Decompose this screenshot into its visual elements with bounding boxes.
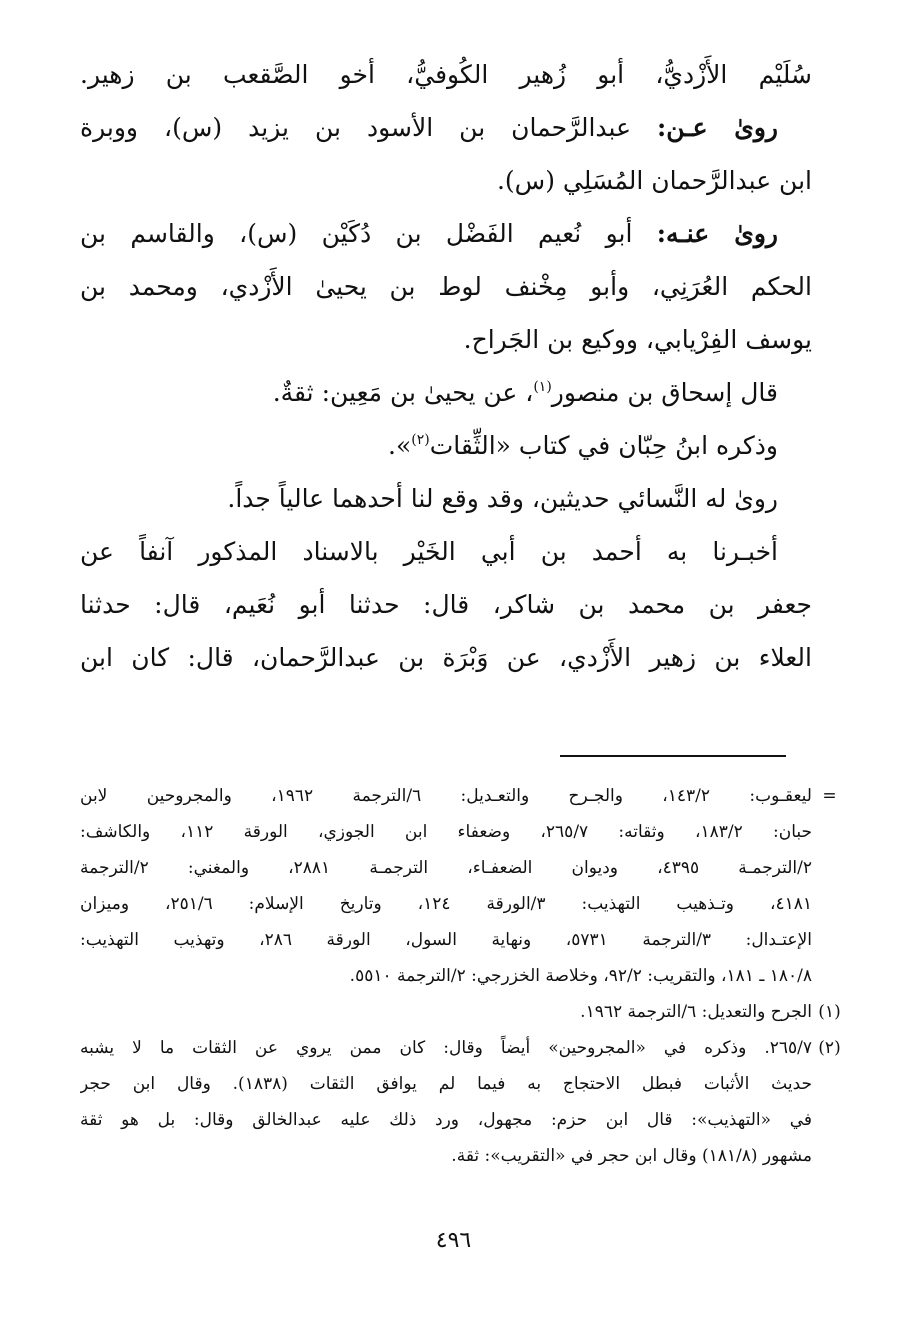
footnote-cont-line-1: ليعقـوب: ١٤٣/٢، والجـرح والتعـديل: ٦/الترجمة ١٩٦٢، والمجروحين لابن — [80, 786, 812, 806]
main-text — [80, 48, 812, 684]
footnotes — [80, 778, 841, 1174]
text-line-9: رویٰ له النَّسائي حديثين، وقد وقع لنا أحدهما عالياً جداً. — [227, 484, 778, 513]
footnote-continuation — [80, 778, 837, 994]
text-line-4-rest: أبو نُعيم الفَضْل بن دُكَيْن (س)، والقاسم بن — [80, 219, 657, 248]
text-line-7-a: قال إسحاق بن منصور — [551, 378, 778, 407]
text-line-5: الحكم العُرَنِي، وأبو مِخْنف لوط بن يحيىٰ الأَزْدي، ومحمد بن — [80, 272, 812, 301]
footnote-cont-line-3: ٢/الترجمـة ٤٣٩٥، وديوان الضعفـاء، الترجمـة ٢٨٨١، والمغني: ٢/الترجمة — [80, 858, 812, 878]
text-line-6: يوسف الفِرْيابي، ووكيع بن الجَراح. — [463, 325, 812, 354]
riwa-anhu-label: رویٰ عنـه: — [656, 219, 778, 248]
footnote-1-marker: (١) — [818, 1002, 841, 1022]
footnote-2-line-4: مشهور (١٨١/٨) وقال ابن حجر في «التقريب»: ثقة. — [451, 1146, 812, 1166]
text-line-8-b: ». — [388, 431, 412, 460]
text-line-1: سُلَيْم الأَزْديُّ، أبو زُهير الكُوفيُّ، أخو الصَّقعب بن زهير. — [80, 60, 812, 89]
footnote-ref-2[interactable]: (٢) — [411, 432, 430, 448]
footnote-2-marker: (٢) — [818, 1038, 841, 1058]
footnote-2-line-3: في «التهذيب»: قال ابن حزم: مجهول، ورد ذلك عليه عبدالخالق وقال: بل هو ثقة — [80, 1110, 812, 1130]
footnote-cont-line-2: حبان: ١٨٣/٢، وثقاته: ٢٦٥/٧، وضعفاء ابن الجوزي، الورقة ١١٢، والكاشف: — [80, 822, 812, 842]
text-line-10: أخبـرنا به أحمد بن أبي الخَيْر بالاسناد المذكور آنفاً عن — [80, 537, 778, 566]
footnote-1-text: الجرح والتعديل: ٦/الترجمة ١٩٦٢. — [580, 1002, 812, 1022]
footnote-2-line-1: ٢٦٥/٧. وذكره في «المجروحين» أيضاً وقال: كان ممن يروي عن الثقات ما لا يشبه — [80, 1038, 812, 1058]
footnote-cont-line-4: ٤١٨١، وتـذهيب التهذيب: ٣/الورقة ١٢٤، وتاريخ الإسلام: ٢٥١/٦، وميزان — [80, 894, 812, 914]
text-line-3: ابن عبدالرَّحمان المُسَلِي (س). — [496, 166, 812, 195]
text-line-4 — [80, 207, 812, 260]
footnote-cont-line-6: ١٨٠/٨ ـ ١٨١، والتقريب: ٩٢/٢، وخلاصة الخزرجي: ٢/الترجمة ٥٥١٠. — [349, 966, 812, 986]
text-line-12: العلاء بن زهير الأَزْدي، عن وَبْرَة بن عبدالرَّحمان، قال: كان ابن — [80, 643, 812, 672]
text-line-7-b: ، عن يحيىٰ بن مَعِين: ثقةٌ. — [272, 378, 534, 407]
footnote-separator — [560, 755, 786, 757]
footnote-ref-1[interactable]: (١) — [533, 379, 552, 395]
text-line-8 — [80, 419, 812, 472]
text-line-8-a: وذكره ابنُ حِبّان في كتاب «الثِّقات — [429, 431, 778, 460]
footnote-2-line-2: حديث الأثبات فبطل الاحتجاج به فيما لم يوافق الثقات (١٨٣٨). وقال ابن حجر — [80, 1074, 812, 1094]
footnote-cont-line-5: الإعتـدال: ٣/الترجمة ٥٧٣١، ونهاية السول، الورقة ٢٨٦، وتهذيب التهذيب: — [80, 930, 812, 950]
riwa-an-label: رویٰ عـن: — [657, 113, 778, 142]
text-line-2 — [80, 101, 812, 154]
continuation-marker: = — [822, 786, 837, 806]
text-line-7 — [80, 366, 812, 419]
footnote-2 — [80, 1030, 841, 1174]
footnote-1 — [80, 994, 841, 1030]
text-line-2-rest: عبدالرَّحمان بن الأسود بن يزيد (س)، ووبرة — [80, 113, 658, 142]
text-line-11: جعفر بن محمد بن شاكر، قال: حدثنا أبو نُعَيم، قال: حدثنا — [80, 590, 812, 619]
page-number: ٤٩٦ — [435, 1228, 472, 1253]
